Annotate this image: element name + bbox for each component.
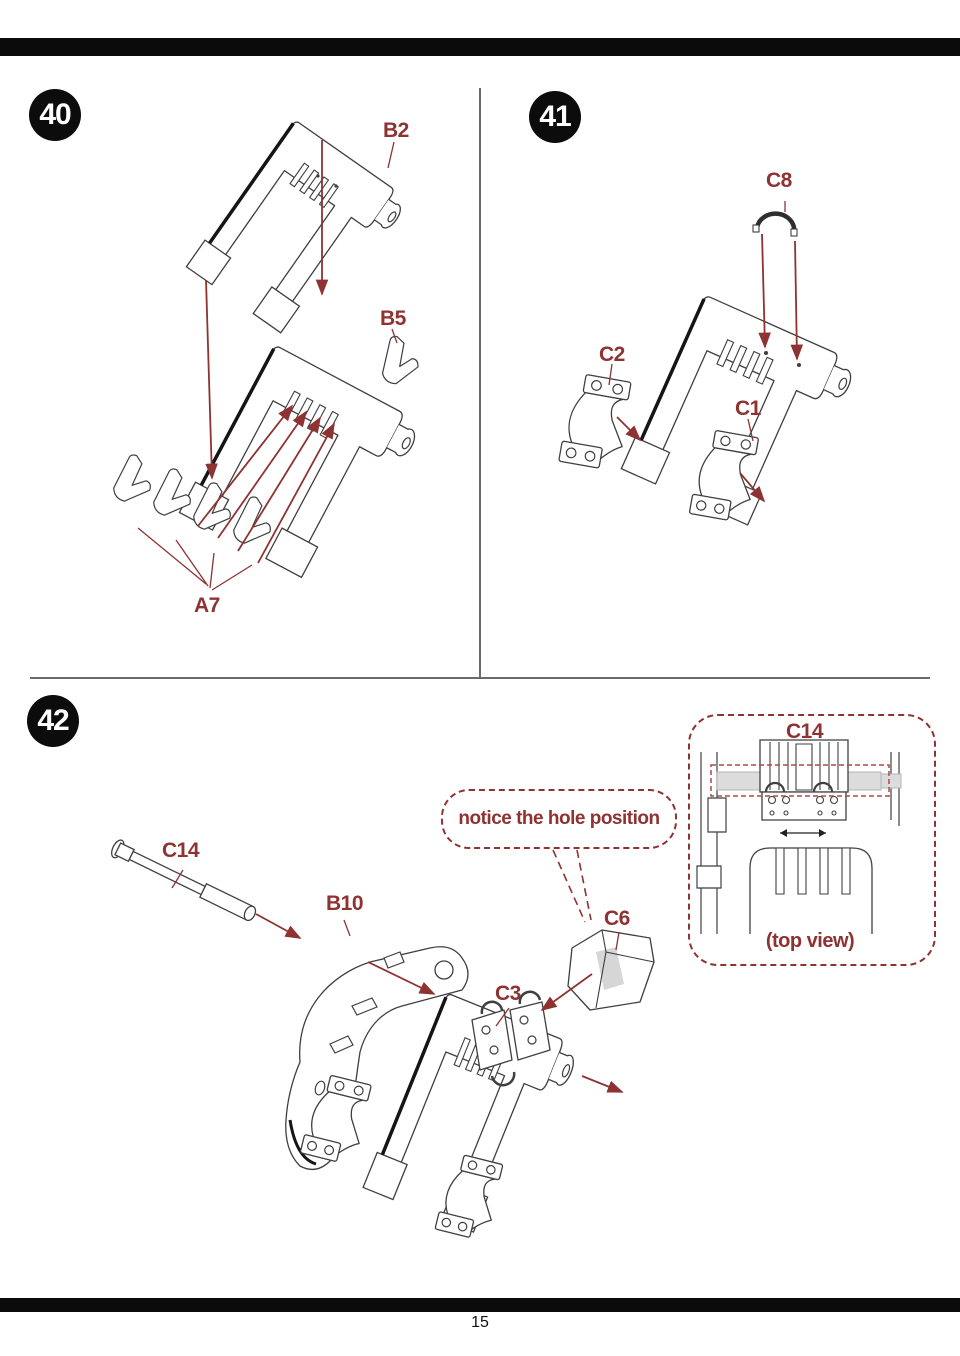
part-label-c14: C14	[162, 839, 200, 862]
part-label-b5: B5	[380, 307, 406, 330]
part-label-b10: B10	[326, 892, 364, 915]
inset-top-view-box	[688, 714, 936, 966]
step-badge-40: 40	[29, 89, 81, 141]
part-label-c6: C6	[604, 907, 630, 930]
inset-caption: (top view)	[765, 930, 855, 952]
part-label-c1: C1	[735, 397, 761, 420]
step-badge-42: 42	[27, 695, 79, 747]
step41-diagram	[559, 201, 859, 539]
callout-text: notice the hole position	[458, 808, 660, 829]
step-badge-41: 41	[529, 91, 581, 143]
inset-part-label-c14: C14	[786, 720, 824, 743]
callout-bubble	[441, 789, 677, 849]
part-label-c8: C8	[766, 169, 792, 192]
part-label-a7: A7	[194, 594, 220, 617]
part-label-c3: C3	[495, 982, 521, 1005]
step40-diagram	[112, 117, 423, 594]
part-label-c2: C2	[599, 343, 625, 366]
part-label-b2: B2	[383, 119, 409, 142]
page-number: 15	[471, 1314, 489, 1331]
